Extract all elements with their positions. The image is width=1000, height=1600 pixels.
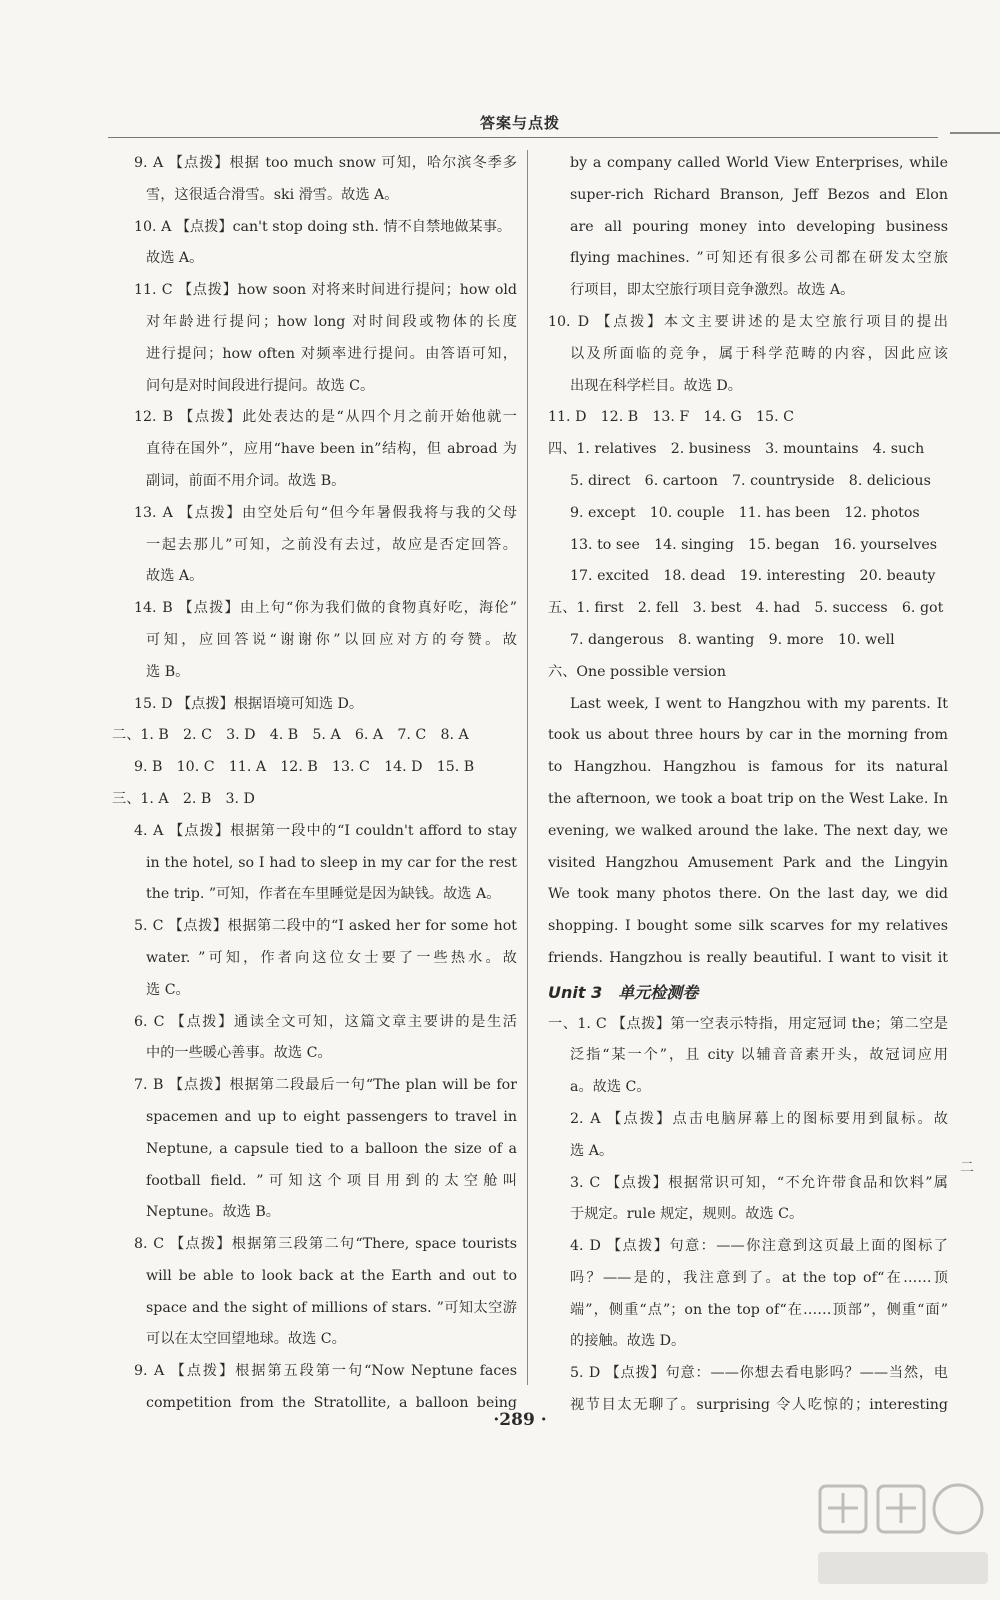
text-line: Neptune, a capsule tied to a balloon the size of a [146, 1140, 517, 1157]
text-line: 一、1. C 【点拨】第一空表示特指，用定冠词 the；第二空是 [548, 1015, 948, 1032]
text-line: super-rich Richard Branson, Jeff Bezos and Elon [570, 186, 948, 203]
text-line: 9. B 10. C 11. A 12. B 13. C 14. D 15. B [134, 759, 475, 776]
text-line: 9. except 10. couple 11. has been 12. photos [570, 504, 920, 521]
text-line: 吗？——是的，我注意到了。at the top of“在……顶 [570, 1269, 948, 1286]
text-line: football field. ”可知这个项目用到的太空舱叫 [146, 1172, 517, 1189]
text-line: 13. to see 14. singing 15. began 16. yourselves [570, 536, 938, 553]
text-line: evening, we walked around the lake. The next day, we [548, 822, 948, 839]
text-line: 6. C 【点拨】通读全文可知，这篇文章主要讲的是生活 [134, 1013, 517, 1030]
text-line: Unit 3 单元检测卷 [548, 982, 699, 1002]
text-line: 于规定。rule 规定，规则。故选 C。 [570, 1206, 804, 1223]
text-line: will be able to look back at the Earth and out to [146, 1267, 517, 1284]
right-column [548, 148, 948, 1422]
text-line: 对年龄进行提问；how long 对时间段或物体的长度 [146, 313, 517, 330]
text-line: 11. D 12. B 13. F 14. G 15. C [548, 409, 794, 426]
text-line: 10. D 【点拨】本文主要讲述的是太空旅行项目的提出 [548, 313, 948, 330]
page-number: ·289 · [493, 1410, 547, 1430]
text-line: 7. B 【点拨】根据第二段最后一句“The plan will be for [134, 1077, 517, 1094]
text-line: 5. D 【点拨】句意：——你想去看电影吗？——当然，电 [570, 1365, 948, 1382]
text-line: 7. dangerous 8. wanting 9. more 10. well [570, 631, 895, 648]
text-line: Neptune。故选 B。 [146, 1204, 280, 1221]
text-line: 出现在科学栏目。故选 D。 [570, 377, 742, 394]
text-line: 3. C 【点拨】根据常识可知，“不允许带食品和饮料”属 [570, 1174, 948, 1191]
text-line: 四、1. relatives 2. business 3. mountains 4. such [548, 441, 925, 458]
text-line: are all pouring money into developing business [570, 218, 948, 235]
text-line: 副词，前面不用介词。故选 B。 [146, 472, 346, 489]
text-line: 17. excited 18. dead 19. interesting 20. beauty [570, 568, 936, 585]
text-line: 13. A 【点拨】由空处后句“但今年暑假我将与我的父母 [134, 504, 517, 521]
text-line: 12. B 【点拨】此处表达的是“从四个月之前开始他就一 [134, 409, 517, 426]
text-line: competition from the Stratollite, a balloon being [146, 1395, 517, 1412]
text-line: 4. D 【点拨】句意：——你注意到这页最上面的图标了 [570, 1238, 948, 1255]
text-line: 2. A 【点拨】点击电脑屏幕上的图标要用到鼠标。故 [570, 1110, 948, 1127]
text-line: 行项目，即太空旅行项目竞争激烈。故选 A。 [570, 282, 855, 299]
text-line: took us about three hours by car in the morning from [548, 727, 948, 744]
text-line: the trip. ”可知，作者在车里睡觉是因为缺钱。故选 A。 [146, 886, 501, 903]
text-line: 问句是对时间段进行提问。故选 C。 [146, 377, 375, 394]
text-line: by a company called World View Enterprises, while [570, 155, 948, 171]
watermark-logo-icon [808, 1478, 998, 1598]
text-line: 故选 A。 [146, 250, 204, 267]
text-line: 中的一些暖心善事。故选 C。 [146, 1045, 332, 1062]
text-line: 端”，侧重“点”；on the top of“在……顶部”，侧重“面” [570, 1301, 948, 1318]
text-line: 选 B。 [146, 663, 190, 680]
text-line: shopping. I bought some silk scarves for my relatives [548, 918, 948, 935]
text-line: Last week, I went to Hangzhou with my parents. It [570, 695, 948, 712]
text-line: 14. B 【点拨】由上句“你为我们做的食物真好吃，海伦” [134, 600, 517, 617]
text-line: 雪，这很适合滑雪。ski 滑雪。故选 A。 [146, 186, 399, 203]
text-line: 六、One possible version [548, 663, 726, 680]
text-line: 以及所面临的竞争，属于科学范畴的内容，因此应该 [570, 345, 948, 362]
text-line: 10. A 【点拨】can't stop doing sth. 情不自禁地做某事。 [134, 218, 512, 235]
text-line: 5. direct 6. cartoon 7. countryside 8. delicious [570, 472, 931, 489]
text-line: spacemen and up to eight passengers to travel in [146, 1108, 517, 1125]
text-line: friends. Hangzhou is really beautiful. I want to visit it [548, 949, 948, 966]
text-line: 9. A 【点拨】根据 too much snow 可知，哈尔滨冬季多 [134, 155, 517, 171]
margin-note: 二 [960, 1160, 974, 1176]
text-line: 故选 A。 [146, 568, 204, 585]
text-line: 选 A。 [570, 1142, 614, 1159]
text-line: water. ”可知，作者向这位女士要了一些热水。故 [146, 949, 517, 966]
text-line: flying machines. ”可知还有很多公司都在研发太空旅 [570, 250, 948, 267]
text-line: 三、1. A 2. B 3. D [112, 790, 255, 807]
text-line: the afternoon, we took a boat trip on the West Lake. In [548, 790, 948, 807]
text-line: We took many photos there. On the last day, we did [548, 886, 948, 903]
text-line: 的接触。故选 D。 [570, 1333, 686, 1350]
text-line: 15. D 【点拨】根据语境可知选 D。 [134, 695, 364, 712]
text-line: in the hotel, so I had to sleep in my car for the rest [146, 854, 517, 871]
text-line: a。故选 C。 [570, 1079, 651, 1096]
text-line: 选 C。 [146, 981, 190, 998]
edge-mark [950, 132, 1000, 134]
header-rule [108, 137, 938, 138]
text-line: visited Hangzhou Amusement Park and the Lingyin [548, 854, 948, 871]
text-line: 二、1. B 2. C 3. D 4. B 5. A 6. A 7. C 8. A [112, 727, 469, 744]
column-divider [527, 150, 528, 1385]
text-line: 可以在太空回望地球。故选 C。 [146, 1331, 346, 1348]
text-line: 直待在国外”，应用“have been in”结构，但 abroad 为 [146, 441, 517, 458]
text-line: 泛指“某一个”，且 city 以辅音音素开头，故冠词应用 [570, 1047, 948, 1064]
text-line: 进行提问；how often 对频率进行提问。由答语可知， [146, 345, 517, 362]
text-line: 一起去那儿”可知，之前没有去过，故应是否定回答。 [146, 536, 517, 553]
text-line: 11. C 【点拨】how soon 对将来时间进行提问；how old [134, 282, 517, 299]
text-line: to Hangzhou. Hangzhou is famous for its natural [548, 759, 948, 776]
text-line: 视节目太无聊了。surprising 令人吃惊的；interesting [570, 1397, 948, 1414]
text-line: 8. C 【点拨】根据第三段第二句“There, space tourists [134, 1236, 517, 1253]
text-line: 可知，应回答说“谢谢你”以回应对方的夸赞。故 [146, 631, 517, 648]
text-line: space and the sight of millions of stars. ”可知太空游 [146, 1299, 517, 1316]
text-line: 9. A 【点拨】根据第五段第一句“Now Neptune faces [134, 1363, 517, 1380]
page-header: 答案与点拨 [479, 114, 560, 132]
text-line: 4. A 【点拨】根据第一段中的“I couldn't afford to stay [134, 822, 517, 839]
text-line: 5. C 【点拨】根据第二段中的“I asked her for some hot [134, 918, 517, 935]
text-line: 五、1. first 2. fell 3. best 4. had 5. success 6. got [548, 600, 944, 617]
left-column [112, 148, 517, 1420]
